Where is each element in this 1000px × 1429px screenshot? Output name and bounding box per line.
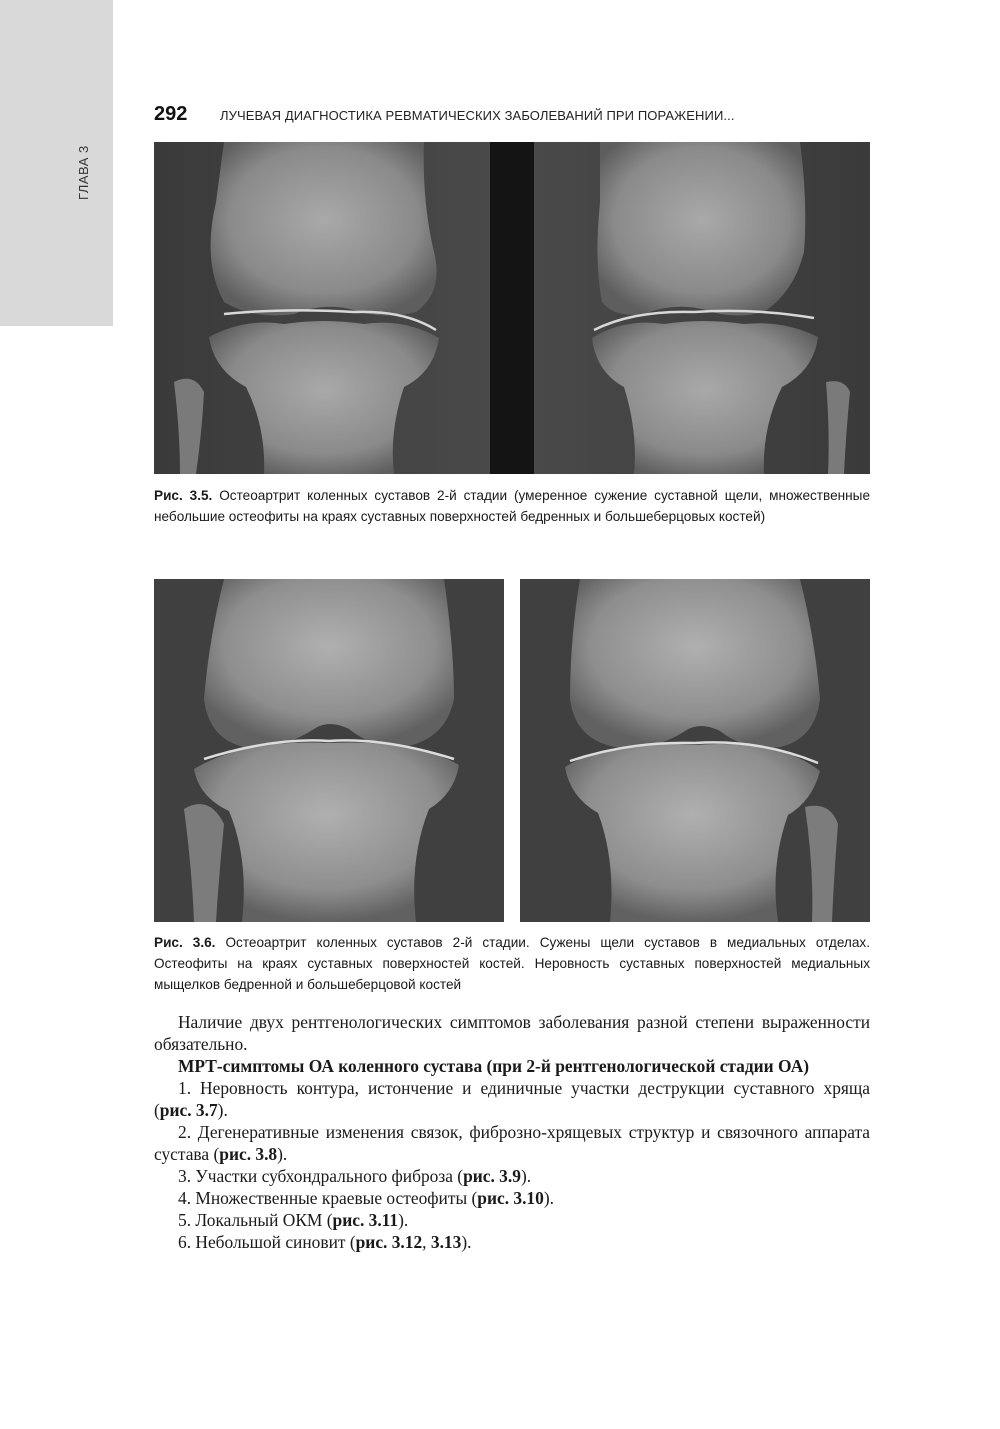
list-item: 5. Локальный ОКМ (рис. 3.11).	[178, 1210, 409, 1230]
figure-reference: рис. 3.12	[355, 1232, 423, 1252]
figure-reference: рис. 3.7	[159, 1100, 218, 1120]
list-item: 4. Множественные краевые остеофиты (рис. 3.10).	[178, 1188, 554, 1208]
figure-3-6-xray-right	[520, 579, 870, 922]
intro-paragraph: Наличие двух рентгенологических симптомов заболевания разной степени выраженности обязательно.	[154, 1012, 870, 1054]
running-title: ЛУЧЕВАЯ ДИАГНОСТИКА РЕВМАТИЧЕСКИХ ЗАБОЛЕВАНИЙ ПРИ ПОРАЖЕНИИ...	[220, 108, 735, 123]
figure-reference: рис. 3.8	[219, 1144, 278, 1164]
body-text	[154, 1011, 870, 1253]
figure-3-6-text: Остеоартрит коленных суставов 2-й стадии. Сужены щели суставов в медиальных отделах. Остеофиты на краях суставных поверхностей костей. Неровность суставных поверхностей медиальных мыщелков бедренной и большеберцовой костей	[154, 935, 870, 992]
figure-3-6-label: Рис. 3.6.	[154, 935, 216, 950]
figure-3-5-caption	[154, 485, 870, 527]
figure-reference: рис. 3.10	[477, 1188, 544, 1208]
list-item: 1. Неровность контура, истончение и единичные участки деструкции суставного хряща (рис. 3.7).	[154, 1078, 870, 1120]
page-number: 292	[154, 103, 188, 125]
figure-3-6-caption	[154, 932, 870, 995]
figure-3-5-label: Рис. 3.5.	[154, 488, 213, 503]
figure-3-5-xray	[154, 142, 870, 474]
chapter-side-tab	[0, 0, 113, 326]
list-item: 2. Дегенеративные изменения связок, фиброзно-хрящевых структур и связочного аппарата сустава (рис. 3.8).	[154, 1122, 870, 1164]
chapter-label: ГЛАВА 3	[76, 145, 91, 200]
list-item: 6. Небольшой синовит (рис. 3.12, 3.13).	[178, 1232, 472, 1252]
figure-3-6-xray-left	[154, 579, 504, 922]
list-item: 3. Участки субхондрального фиброза (рис. 3.9).	[178, 1166, 532, 1186]
figure-reference: рис. 3.11	[332, 1210, 399, 1230]
figure-reference: 3.13	[430, 1232, 462, 1252]
figure-reference: рис. 3.9	[463, 1166, 521, 1186]
figure-3-5-text: Остеоартрит коленных суставов 2-й стадии (умеренное сужение суставной щели, множественные небольшие остеофиты на краях суставных поверхностей бедренных и большеберцовых костей)	[154, 488, 871, 524]
section-heading: МРТ-симптомы ОА коленного сустава (при 2-й рентгенологической стадии ОА)	[178, 1056, 810, 1076]
